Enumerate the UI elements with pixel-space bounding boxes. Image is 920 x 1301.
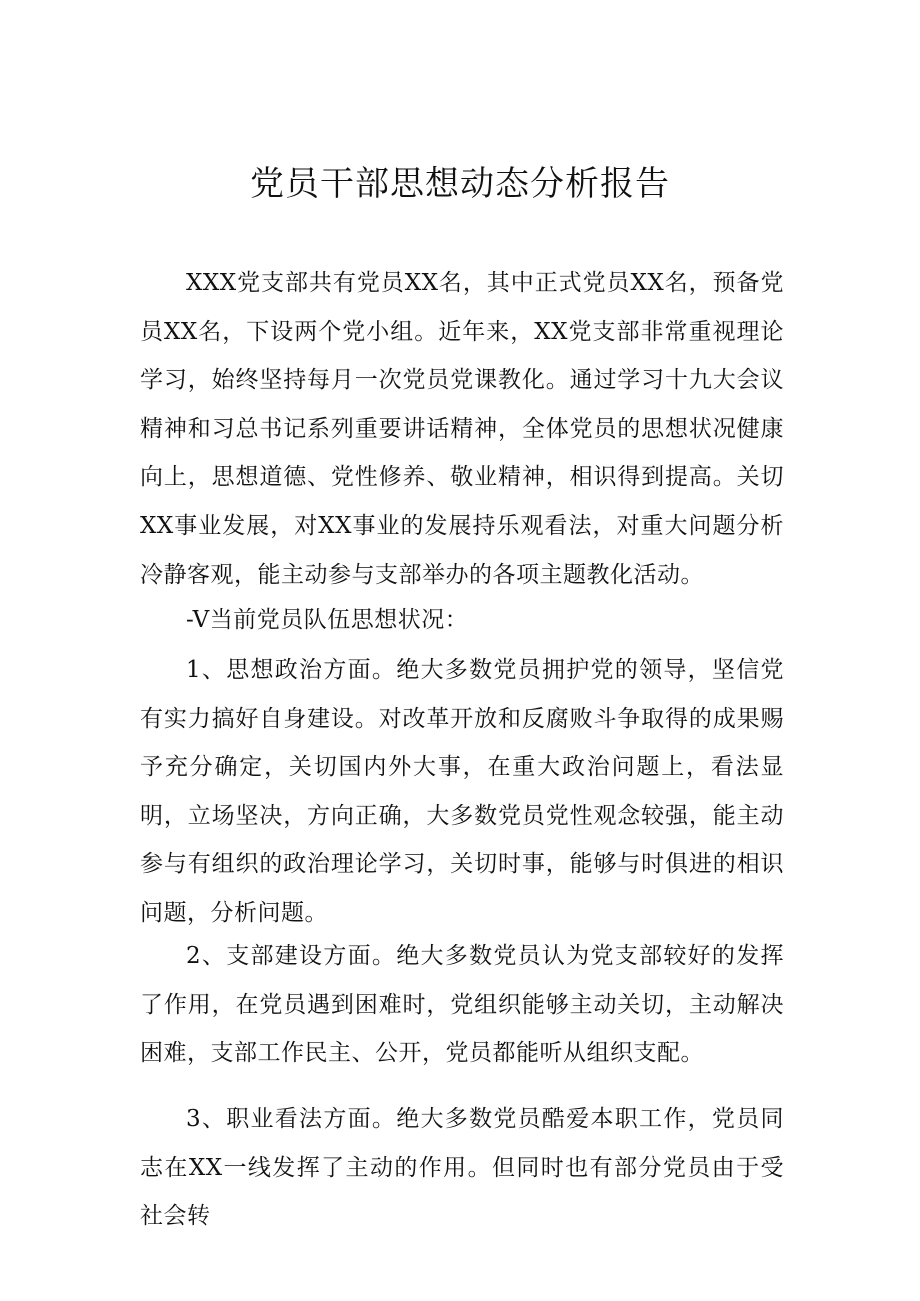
document-title: 党员干部思想动态分析报告: [250, 164, 670, 204]
paragraph-item-3: 3、职业看法方面。绝大多数党员酷爱本职工作，党员同志在XX一线发挥了主动的作用。但同时也有部分党员由于受社会转: [140, 1106, 784, 1230]
paragraph-intro: XXX党支部共有党员XX名，其中正式党员XX名，预备党员XX名，下设两个党小组。近年来，XX党支部非常重视理论学习，始终坚持每月一次党员党课教化。通过学习十九大会议精神和习总书记系列重要讲话精神，全体党员的思想状况健康向上，思想道德、党性修养、敬业精神，相识得到提高。关切XX事业发展，对XX事业的发展持乐观看法，对重大问题分析冷静客观，能主动参与支部举办的各项主题教化活动。: [140, 270, 784, 588]
paragraph-item-2: 2、支部建设方面。绝大多数党员认为党支部较好的发挥了作用，在党员遇到困难时，党组织能够主动关切，主动解决困难，支部工作民主、公开，党员都能听从组织支配。: [140, 943, 784, 1067]
paragraph-section-heading: -V当前党员队伍思想状况：: [186, 607, 469, 633]
paragraph-item-1: 1、思想政治方面。绝大多数党员拥护党的领导，坚信党有实力搞好自身建设。对改革开放和反腐败斗争取得的成果赐予充分确定，关切国内外大事，在重大政治问题上，看法显明，立场坚决，方向正确，大多数党员党性观念较强，能主动参与有组织的政治理论学习，关切时事，能够与时俱进的相识问题，分析问题。: [140, 657, 784, 926]
